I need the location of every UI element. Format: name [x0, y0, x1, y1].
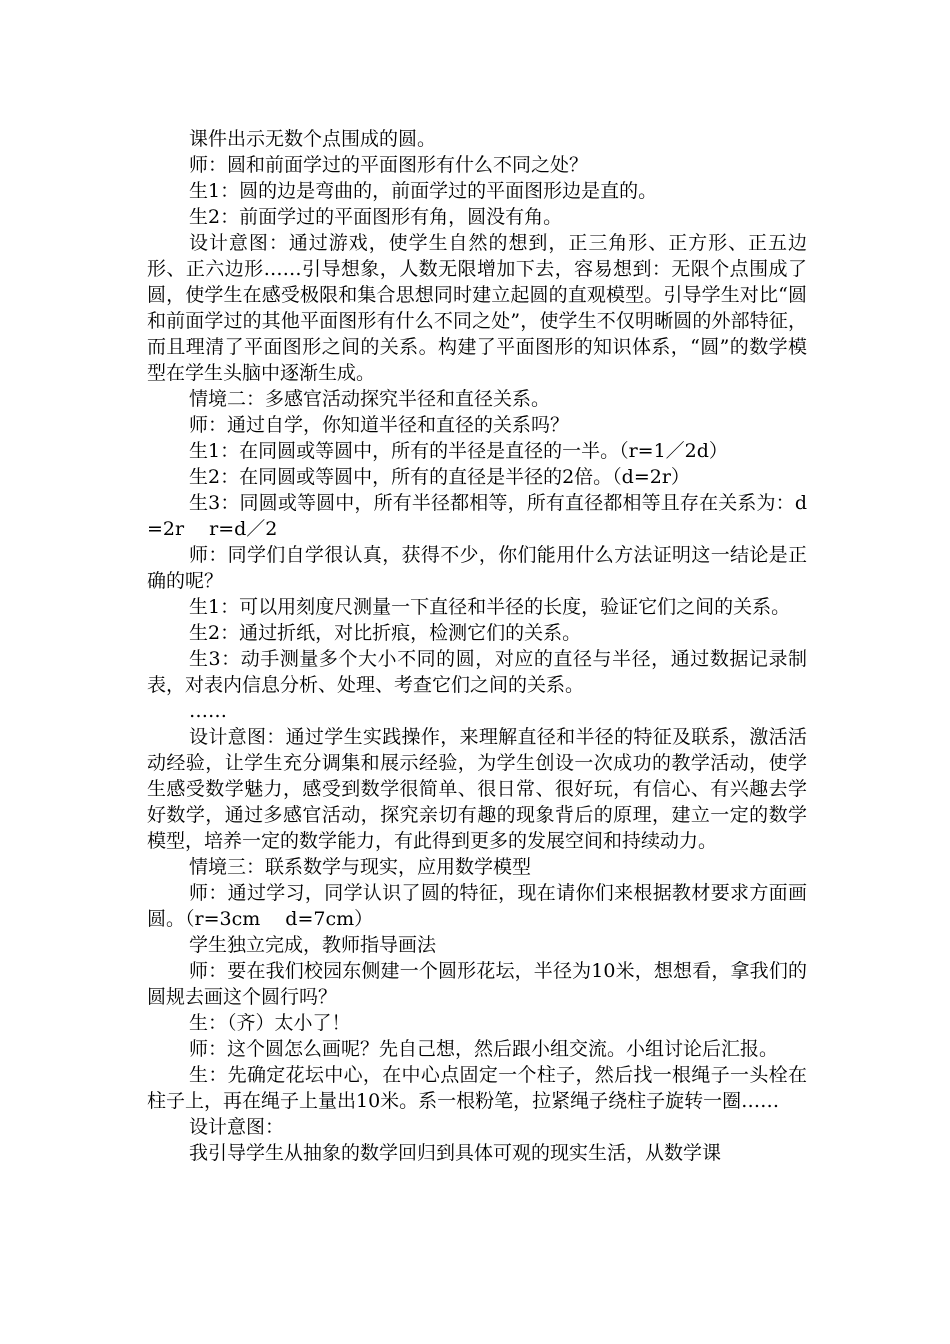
paragraph: 课件出示无数个点围成的圆。 [189, 128, 437, 150]
paragraph: 学生独立完成，教师指导画法 [189, 934, 437, 956]
paragraph: 生：（齐）太小了！ [189, 1012, 351, 1034]
paragraph: 生2：前面学过的平面图形有角，圆没有角。 [189, 206, 563, 228]
paragraph: 师：通过自学，你知道半径和直径的关系吗？ [189, 414, 570, 436]
paragraph: 师：要在我们校园东侧建一个圆形花坛，半径为10米，想想看，拿我们的圆规去画这个圆行吗？ [147, 960, 807, 1008]
paragraph: 生1：在同圆或等圆中，所有的半径是直径的一半。（r=1／2d） [189, 440, 728, 462]
paragraph: …… [189, 700, 227, 722]
paragraph: 生3：动手测量多个大小不同的圆，对应的直径与半径，通过数据记录制表，对表内信息分析、处理、考查它们之间的关系。 [147, 648, 807, 696]
paragraph: 师：这个圆怎么画呢？先自己想，然后跟小组交流。小组讨论后汇报。 [189, 1038, 779, 1060]
paragraph: 师：通过学习，同学认识了圆的特征，现在请你们来根据教材要求方面画圆。（r=3cm d=7cm） [147, 882, 807, 930]
paragraph: 情境二：多感官活动探究半径和直径关系。 [189, 388, 551, 410]
paragraph: 设计意图：通过游戏，使学生自然的想到，正三角形、正方形、正五边形、正六边形……引导想象，人数无限增加下去，容易想到：无限个点围成了圆，使学生在感受极限和集合思想同时建立起圆的直观模型。引导学生对比“圆和前面学过的其他平面图形有什么不同之处”，使学生不仅明晰圆的外部特征，而且理清了平面图形之间的关系。构建了平面图形的知识体系，“圆”的数学模型在学生头脑中逐渐生成。 [147, 232, 807, 384]
paragraph: 师：圆和前面学过的平面图形有什么不同之处？ [189, 154, 589, 176]
document-body [147, 126, 807, 1166]
paragraph: 生3：同圆或等圆中，所有半径都相等，所有直径都相等且存在关系为：d=2r r=d／2 [147, 492, 807, 540]
paragraph: 生2：在同圆或等圆中，所有的直径是半径的2倍。（d=2r） [189, 466, 690, 488]
paragraph: 生1：可以用刻度尺测量一下直径和半径的长度，验证它们之间的关系。 [189, 596, 791, 618]
paragraph: 情境三：联系数学与现实，应用数学模型 [189, 856, 532, 878]
paragraph: 设计意图：通过学生实践操作，来理解直径和半径的特征及联系，激活活动经验，让学生充分调集和展示经验，为学生创设一次成功的教学活动，使学生感受数学魅力，感受到数学很简单、很日常、很好玩，有信心、有兴趣去学好数学，通过多感官活动，探究亲切有趣的现象背后的原理，建立一定的数学模型，培养一定的数学能力，有此得到更多的发展空间和持续动力。 [147, 726, 807, 852]
paragraph: 生1：圆的边是弯曲的，前面学过的平面图形边是直的。 [189, 180, 658, 202]
paragraph: 我引导学生从抽象的数学回归到具体可观的现实生活，从数学课 [189, 1142, 722, 1164]
paragraph: 师：同学们自学很认真，获得不少，你们能用什么方法证明这一结论是正确的呢？ [147, 544, 807, 592]
paragraph: 生2：通过折纸，对比折痕，检测它们的关系。 [189, 622, 582, 644]
paragraph: 设计意图： [189, 1116, 285, 1138]
paragraph: 生：先确定花坛中心，在中心点固定一个柱子，然后找一根绳子一头栓在柱子上，再在绳子上量出10米。系一根粉笔，拉紧绳子绕柱子旋转一圈…… [147, 1064, 807, 1112]
